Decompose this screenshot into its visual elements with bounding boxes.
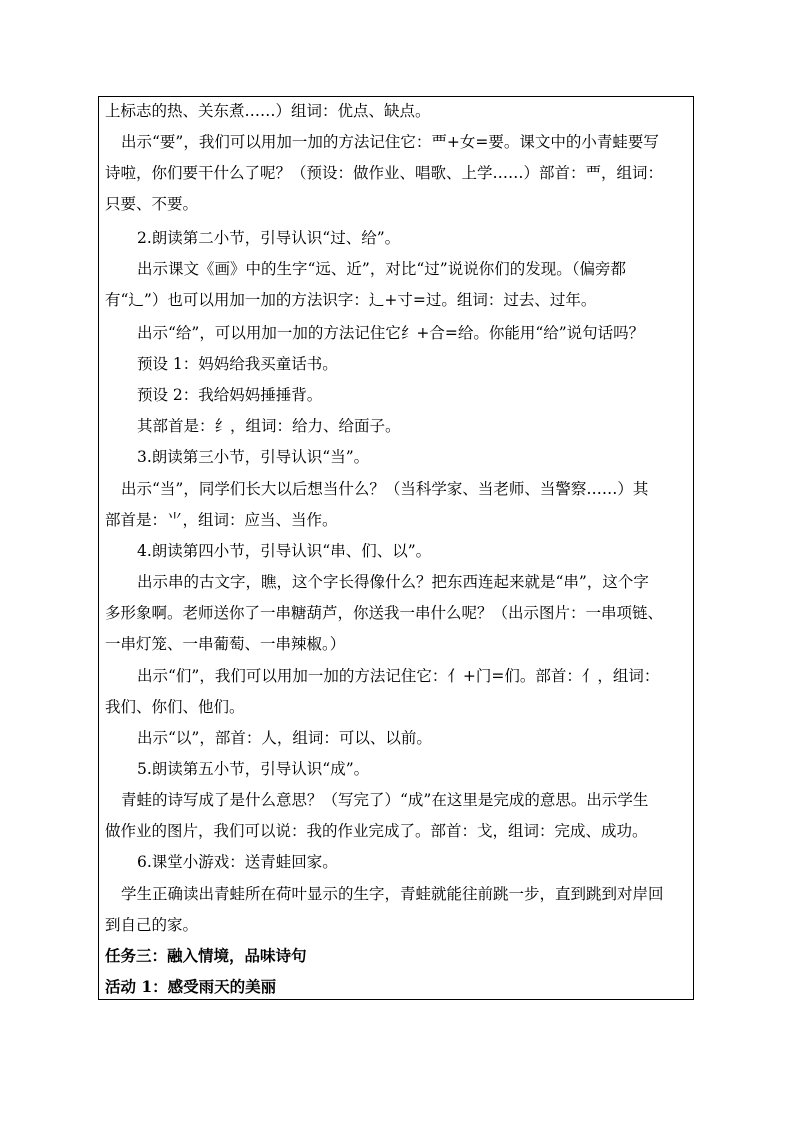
text-line: 学生正确读出青蛙所在荷叶显示的生字，青蛙就能往前跳一步，直到跳到对岸回 [121,885,664,903]
text-line: 预设 2：我给妈妈捶捶背。 [137,386,323,404]
task-heading: 任务三：融入情境，品味诗句 [105,946,307,965]
section-heading: 3.朗读第三小节，引导认识“当”。 [137,448,370,466]
text-line: 做作业的图片，我们可以说：我的作业完成了。部首：戈，组词：完成、成功。 [105,822,648,840]
text-line: 到自己的家。 [105,916,199,934]
activity-heading: 活动 1：感受雨天的美丽 [105,977,277,996]
text-line: 只要、不要。 [105,195,199,213]
text-line: 出示“要”，我们可以用加一加的方法记住它：覀+女=要。课文中的小青蛙要写 [121,133,659,151]
text-line: 出示课文《画》中的生字“远、近”，对比“过”说说你们的发现。（偏旁都 [137,260,626,278]
section-heading: 5.朗读第五小节，引导认识“成”。 [137,760,370,778]
text-line: 预设 1：妈妈给我买童话书。 [137,355,338,373]
text-line: 出示“以”，部首：人，组词：可以、以前。 [137,729,432,747]
text-line: 出示“们”，我们可以用加一加的方法记住它：亻+门=们。部首：亻，组词： [137,667,660,685]
text-line: 上标志的热、关东煮……）组词：优点、缺点。 [105,102,431,120]
text-line: 我们、你们、他们。 [105,698,245,716]
text-line: 出示串的古文字，瞧，这个字长得像什么？把东西连起来就是“串”，这个字 [137,573,649,591]
text-line: 诗啦，你们要干什么了呢？（预设：做作业、唱歌、上学……）部首：覀，组词： [105,164,664,182]
text-line: 部首是：⺌，组词：应当、当作。 [105,511,338,529]
text-line: 其部首是：纟，组词：给力、给面子。 [137,417,401,435]
section-heading: 2.朗读第二小节，引导认识“过、给”。 [137,229,401,247]
section-heading: 4.朗读第四小节，引导认识“串、们、以”。 [137,542,432,560]
section-heading: 6.课堂小游戏：送青蛙回家。 [137,853,338,871]
text-line: 有“辶”）也可以用加一加的方法识字：辶+寸=过。组词：过去、过年。 [105,291,597,309]
document-table-cell [98,96,694,1000]
text-line: 一串灯笼、一串葡萄、一串辣椒。） [105,635,346,653]
text-line: 出示“给”，可以用加一加的方法记住它纟+合=给。你能用“给”说句话吗？ [137,324,645,342]
text-line: 出示“当”，同学们长大以后想当什么？（当科学家、当老师、当警察……）其 [121,480,649,498]
text-line: 多形象啊。老师送你了一串糖葫芦，你送我一串什么呢？（出示图片：一串项链、 [105,604,664,622]
text-line: 青蛙的诗写成了是什么意思？（写完了）“成”在这里是完成的意思。出示学生 [121,791,649,809]
